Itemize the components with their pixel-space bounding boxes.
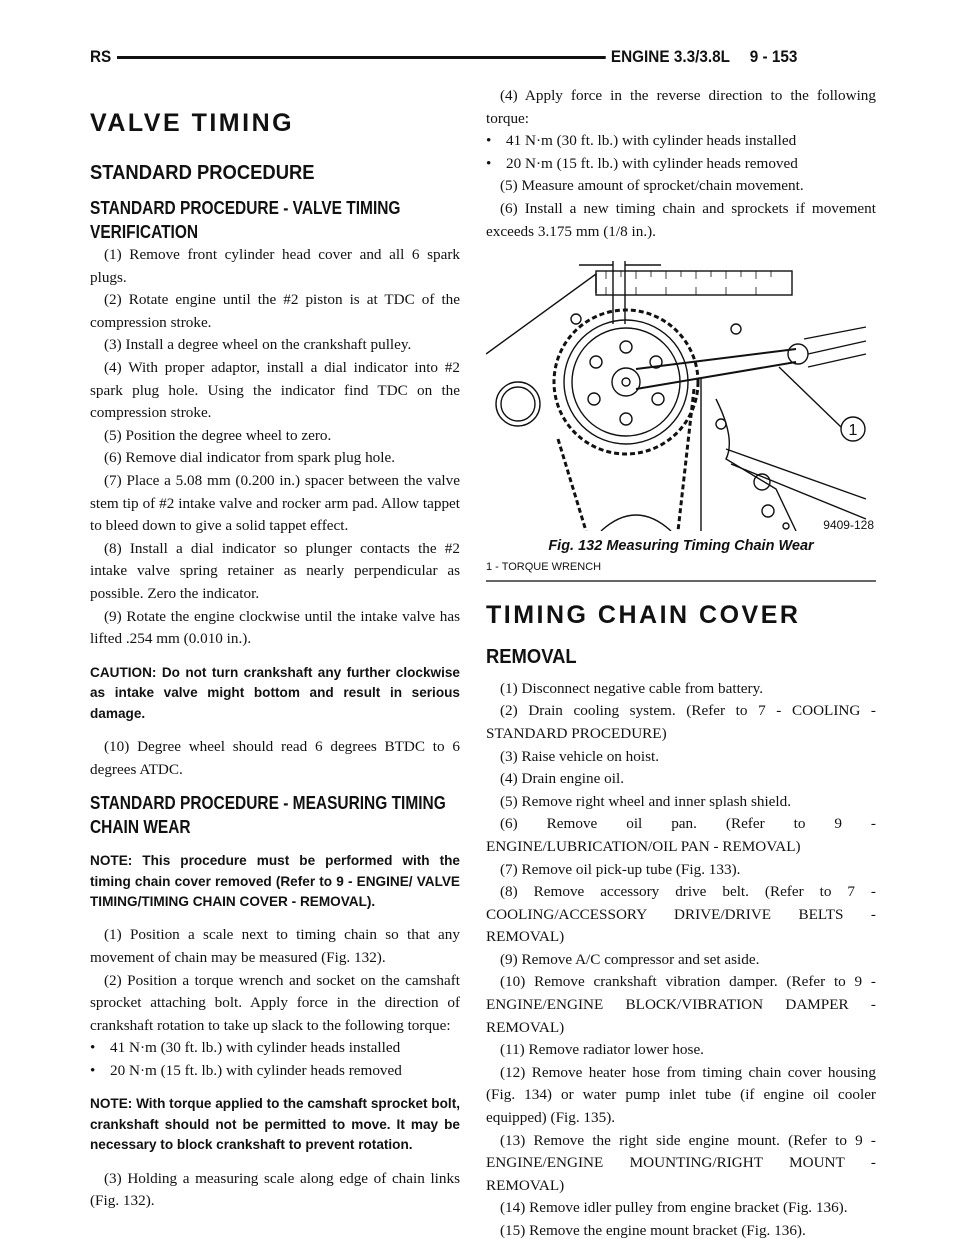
- page-number: 9 - 153: [749, 47, 798, 66]
- paragraph: (4) With proper adaptor, install a dial indicator into #2 spark plug hole. Using the indicator find TDC on the compression stroke.: [90, 358, 460, 422]
- paragraph: (9) Remove A/C compressor and set aside.: [500, 950, 760, 968]
- subsection-title: REMOVAL: [486, 645, 577, 668]
- paragraph: (9) Rotate the engine clockwise until the intake valve has lifted .254 mm (0.010 in.).: [90, 607, 460, 648]
- paragraph: (1) Remove front cylinder head cover and all 6 spark plugs.: [90, 246, 460, 286]
- paragraph: (10) Degree wheel should read 6 degrees BTDC to 6 degrees ATDC.: [90, 737, 460, 778]
- header-code: RS: [90, 47, 112, 66]
- paragraph: (2) Rotate engine until the #2 piston is at TDC of the compression stroke.: [90, 291, 460, 331]
- note-text: NOTE: With torque applied to the camshaft sprocket bolt, crankshaft should not be permitted to move. It may be necessary to block crankshaft to prevent rotation.: [90, 1096, 460, 1153]
- figure-code: 9409-128: [823, 518, 874, 532]
- paragraph: (4) Apply force in the reverse direction to the following torque:: [486, 87, 876, 127]
- paragraph: (5) Measure amount of sprocket/chain movement.: [500, 177, 804, 195]
- paragraph: (11) Remove radiator lower hose.: [500, 1041, 704, 1059]
- bullet-item: • 41 N·m (30 ft. lb.) with cylinder heads installed: [486, 130, 876, 153]
- paragraph: (13) Remove the right side engine mount. (Refer to 9 - ENGINE/ENGINE MOUNTING/RIGHT MOUNT - REMOVAL): [486, 1131, 876, 1194]
- paragraph: (1) Disconnect negative cable from battery.: [500, 679, 763, 697]
- header-rule: [117, 56, 606, 59]
- paragraph: (6) Install a new timing chain and sprockets if movement exceeds 3.175 mm (1/8 in.).: [486, 199, 876, 240]
- timing-chain-illustration: [486, 249, 876, 531]
- paragraph: (3) Install a degree wheel on the crankshaft pulley.: [104, 336, 412, 354]
- paragraph: (3) Holding a measuring scale along edge of chain links (Fig. 132).: [90, 1169, 460, 1210]
- paragraph: (2) Position a torque wrench and socket on the camshaft sprocket attaching bolt. Apply force in the direction of crankshaft rotation to take up slack to the following torque:: [90, 971, 460, 1034]
- paragraph: (4) Drain engine oil.: [500, 770, 624, 788]
- paragraph: (2) Drain cooling system. (Refer to 7 - COOLING - STANDARD PROCEDURE): [486, 702, 876, 742]
- header-section: ENGINE 3.3/3.8L: [610, 47, 730, 66]
- paragraph: (5) Position the degree wheel to zero.: [104, 426, 332, 444]
- section-title: TIMING CHAIN COVER: [486, 600, 801, 629]
- bullet-item: • 41 N·m (30 ft. lb.) with cylinder heads installed: [90, 1037, 460, 1060]
- left-column: [90, 108, 460, 1213]
- note-text: CAUTION: Do not turn crankshaft any further clockwise as intake valve might bottom and result in serious damage.: [90, 664, 460, 721]
- section-title: VALVE TIMING: [90, 109, 295, 137]
- paragraph: (8) Remove accessory drive belt. (Refer to 7 - COOLING/ACCESSORY DRIVE/DRIVE BELTS - REMOVAL): [486, 883, 876, 946]
- figure-132: [486, 249, 876, 531]
- figure-legend: 1 - TORQUE WRENCH: [486, 560, 876, 582]
- paragraph: (3) Raise vehicle on hoist.: [500, 747, 660, 765]
- figure-caption: Fig. 132 Measuring Timing Chain Wear: [548, 538, 814, 555]
- paragraph: (12) Remove heater hose from timing chain cover housing (Fig. 134) or water pump inlet tube (if engine oil cooler equipped) (Fig. 135).: [486, 1063, 876, 1127]
- paragraph: (15) Remove the engine mount bracket (Fig. 136).: [500, 1222, 806, 1239]
- paragraph: (6) Remove dial indicator from spark plug hole.: [104, 449, 396, 467]
- paragraph: (6) Remove oil pan. (Refer to 9 - ENGINE/LUBRICATION/OIL PAN - REMOVAL): [486, 815, 876, 855]
- paragraph: (8) Install a dial indicator so plunger contacts the #2 intake valve spring retainer as nearly perpendicular as possible. Zero the indicator.: [90, 539, 460, 602]
- paragraph: (5) Remove right wheel and inner splash shield.: [500, 792, 792, 810]
- note-text: NOTE: This procedure must be performed with the timing chain cover removed (Refer to 9 - ENGINE/ VALVE TIMING/TIMING CHAIN COVER - REMOVAL).: [90, 853, 460, 909]
- paragraph: (1) Position a scale next to timing chain so that any movement of chain may be measured (Fig. 132).: [90, 926, 460, 966]
- paragraph: (10) Remove crankshaft vibration damper. (Refer to 9 - ENGINE/ENGINE BLOCK/VIBRATION DAMPER - REMOVAL): [486, 973, 876, 1036]
- paragraph: (7) Place a 5.08 mm (0.200 in.) spacer between the valve stem tip of #2 intake valve and rocker arm pad. Allow tappet to bleed down to give a solid tappet effect.: [90, 471, 460, 535]
- subsection-title: STANDARD PROCEDURE: [90, 162, 315, 184]
- callout-label: 1: [848, 422, 858, 440]
- paragraph: (7) Remove oil pick-up tube (Fig. 133).: [500, 860, 741, 878]
- bullet-item: • 20 N·m (15 ft. lb.) with cylinder heads removed: [90, 1060, 460, 1083]
- procedure-title: STANDARD PROCEDURE - MEASURING TIMING CHAIN WEAR: [90, 793, 446, 838]
- bullet-item: • 20 N·m (15 ft. lb.) with cylinder heads removed: [486, 153, 876, 176]
- paragraph: (14) Remove idler pulley from engine bracket (Fig. 136).: [500, 1199, 848, 1217]
- procedure-title: STANDARD PROCEDURE - VALVE TIMING VERIFICATION: [90, 198, 401, 242]
- page-header: [90, 46, 797, 68]
- right-column: [486, 85, 876, 1243]
